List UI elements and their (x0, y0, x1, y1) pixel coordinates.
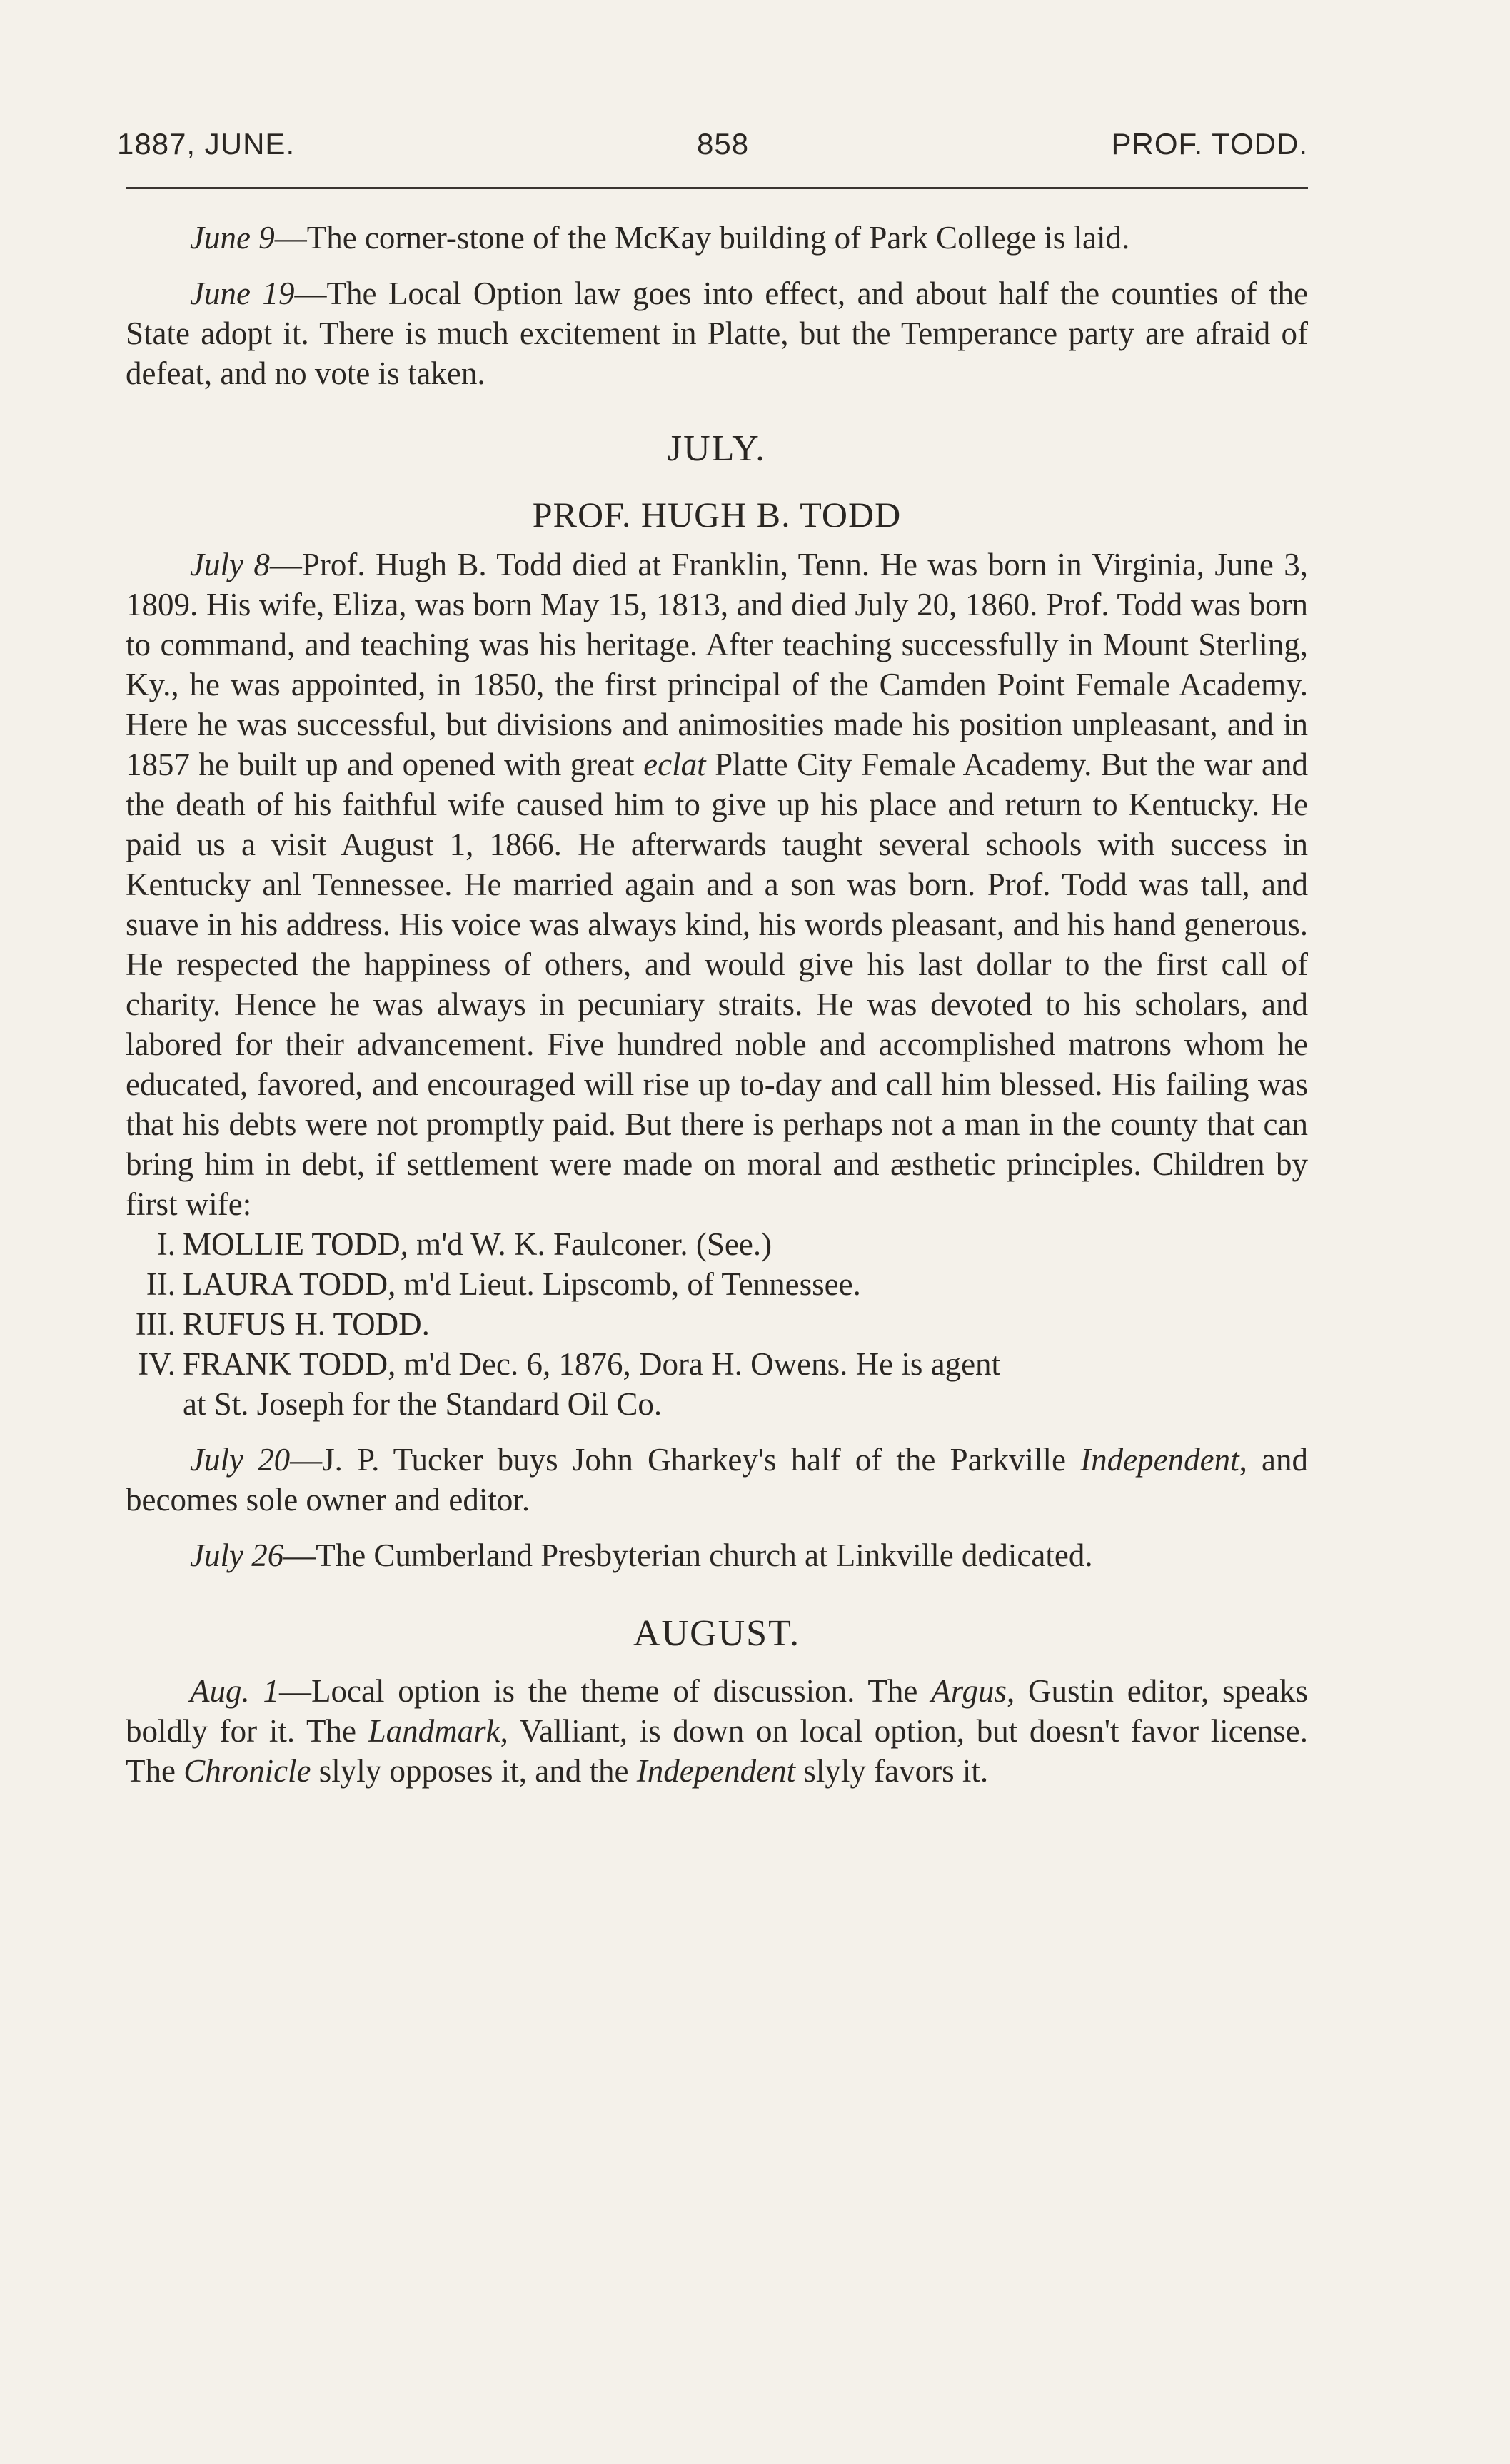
entry-june-9 (126, 218, 1308, 258)
entry-text: —J. P. Tucker buys John Gharkey's half of the Parkville (290, 1442, 1081, 1478)
child-text: RUFUS H. TODD. (183, 1306, 430, 1342)
running-head (117, 127, 1308, 170)
entry-text-continued: , and becomes sole owner and editor. (126, 1442, 1308, 1518)
page-number: 858 (697, 127, 750, 161)
header-rule (126, 187, 1308, 189)
entry-text: —Prof. Hugh B. Todd died at Franklin, Tenn. He was born in Virginia, June 3, 1809. His wife, Eliza, was born May 15, 1813, and died July 20, 1860. Prof. Todd was born to command, and teaching was his heritage. After teaching successfully in Mount Sterling, Ky., he was appointed, in 1850, the first principal of the Camden Point Female Academy. Here he was successful, but divisions and animosities made his position unpleasant, and in 1857 he built up and opened with great (126, 547, 1308, 782)
child-numeral: II. (146, 1266, 176, 1302)
child-numeral: III. (135, 1306, 176, 1342)
child-numeral: I. (156, 1226, 176, 1262)
entry-text: slyly opposes it, and the (311, 1753, 637, 1789)
entry-date: June 9 (190, 220, 275, 256)
child-numeral: IV. (138, 1346, 176, 1382)
children-list (126, 1224, 1308, 1424)
biography-heading: PROF. HUGH B. TODD (532, 495, 902, 535)
child-text: FRANK TODD, m'd Dec. 6, 1876, Dora H. Owens. He is agent (183, 1346, 1001, 1382)
month-heading-july: JULY. (667, 428, 767, 469)
entry-aug-1 (126, 1671, 1308, 1791)
running-head-date: 1887, JUNE. (117, 127, 296, 161)
entry-text: , Gustin editor, speaks boldly for it. The (126, 1673, 1308, 1749)
eclat-italic: eclat (643, 747, 706, 782)
child-item (126, 1344, 1308, 1424)
entry-july-20 (126, 1440, 1308, 1520)
entry-june-19 (126, 273, 1308, 393)
entry-date: July 20 (190, 1442, 291, 1478)
entry-text-continued: Platte City Female Academy. But the war and the death of his faithful wife caused him to give up his place and return to Kentucky. He paid us a visit August 1, 1866. He afterwards taught several schools with success in Kentucky anl Tennessee. He married again and a son was born. Prof. Todd was tall, and suave in his address. His voice was always kind, his words pleasant, and his hand generous. He respected the happiness of others, and would give his last dollar to the first call of charity. Hence he was always in pecuniary straits. He was devoted to his scholars, and labored for their advancement. Five hundred noble and accomplished matrons whom he educated, favored, and encouraged will rise up to-day and call him blessed. His failing was that his debts were not promptly paid. But there is perhaps not a man in the county that can bring him in debt, if settlement were made on moral and æsthetic principles. Children by first wife: (126, 747, 1308, 1222)
entry-date: July 8 (190, 547, 270, 582)
page-body (126, 218, 1308, 1791)
newspaper-title: Chronicle (183, 1753, 311, 1789)
child-item (126, 1264, 1308, 1304)
entry-text: —The Cumberland Presbyterian church at Linkville dedicated. (283, 1538, 1093, 1573)
child-text-continued: at St. Joseph for the Standard Oil Co. (183, 1386, 663, 1422)
entry-text: slyly favors it. (795, 1753, 989, 1789)
newspaper-title: Independent (1080, 1442, 1239, 1478)
running-head-subject: PROF. TODD. (1111, 127, 1308, 161)
child-text: LAURA TODD, m'd Lieut. Lipscomb, of Tennessee. (183, 1266, 861, 1302)
entry-date: June 19 (190, 276, 295, 311)
entry-date: July 26 (190, 1538, 284, 1573)
newspaper-title: Argus (931, 1673, 1007, 1709)
newspaper-title: Independent (636, 1753, 796, 1789)
child-item (126, 1224, 1308, 1264)
child-item (126, 1304, 1308, 1344)
entry-text: —The corner-stone of the McKay building of Park College is laid. (274, 220, 1130, 256)
entry-text: —Local option is the theme of discussion. The (279, 1673, 932, 1709)
newspaper-title: Landmark (368, 1713, 500, 1749)
entry-text: , Valliant, is down on local option, but doesn't favor license. The (126, 1713, 1308, 1789)
entry-july-8 (126, 545, 1308, 1224)
entry-date: Aug. 1 (190, 1673, 280, 1709)
month-heading-august: AUGUST. (633, 1613, 801, 1654)
entry-july-26 (126, 1535, 1308, 1575)
entry-text: —The Local Option law goes into effect, and about half the counties of the State adopt it. There is much excitement in Platte, but the Temperance party are afraid of defeat, and no vote is taken. (126, 276, 1308, 391)
child-text: MOLLIE TODD, m'd W. K. Faulconer. (See.) (183, 1226, 772, 1262)
